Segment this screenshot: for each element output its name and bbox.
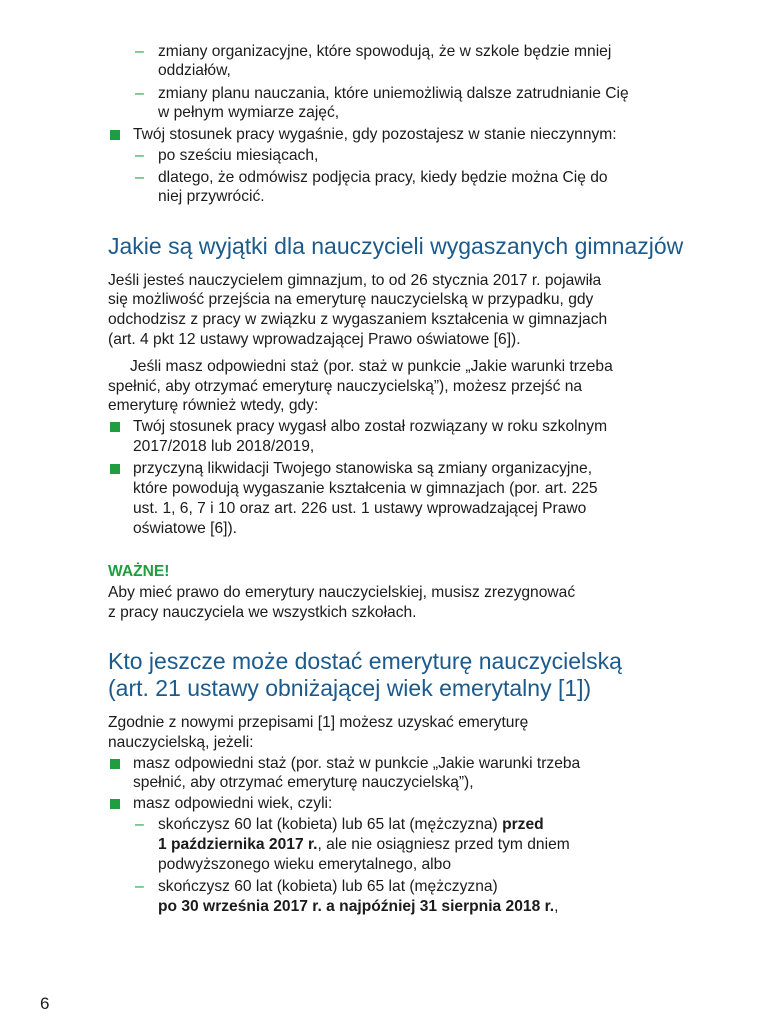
list-item: przyczyną likwidacji Twojego stanowiska są zmiany organizacyjne,: [133, 460, 593, 477]
text-span: , ale nie osiągniesz przed tym dniem: [317, 836, 570, 853]
list-item: podwyższonego wieku emerytalnego, albo: [158, 856, 451, 873]
paragraph-line: Jeśli masz odpowiedni staż (por. staż w punkcie „Jakie warunki trzeba: [130, 358, 613, 375]
list-item: oddziałów,: [158, 62, 231, 79]
dash-bullet-icon: –: [135, 169, 144, 186]
dash-bullet-icon: –: [135, 147, 144, 164]
square-bullet-icon: [110, 130, 120, 140]
dash-bullet-icon: –: [135, 43, 144, 60]
bold-text: przed: [502, 816, 544, 833]
list-item: niej przywrócić.: [158, 188, 265, 205]
list-item: masz odpowiedni wiek, czyli:: [133, 795, 333, 812]
paragraph-line: spełnić, aby otrzymać emeryturę nauczycielską”), możesz przejść na: [108, 378, 583, 395]
section-heading: (art. 21 ustawy obniżającej wiek emerytalny [1]): [108, 675, 592, 701]
text-span: ,: [554, 898, 559, 915]
list-item: w pełnym wymiarze zajęć,: [158, 104, 340, 121]
list-item: dlatego, że odmówisz podjęcia pracy, kiedy będzie można Cię do: [158, 169, 608, 186]
text-span: skończysz 60 lat (kobieta) lub 65 lat (mężczyzna): [158, 816, 503, 833]
paragraph-line: Zgodnie z nowymi przepisami [1] możesz uzyskać emeryturę: [108, 714, 529, 731]
paragraph-line: nauczycielską, jeżeli:: [108, 734, 254, 751]
list-item: po sześciu miesiącach,: [158, 147, 319, 164]
list-item: oświatowe [6]).: [133, 520, 238, 537]
list-item: skończysz 60 lat (kobieta) lub 65 lat (mężczyzna): [158, 878, 498, 895]
paragraph-line: Aby mieć prawo do emerytury nauczycielskiej, musisz zrezygnować: [108, 584, 576, 601]
section-heading: Kto jeszcze może dostać emeryturę nauczycielską: [108, 648, 622, 674]
section-heading: Jakie są wyjątki dla nauczycieli wygaszanych gimnazjów: [108, 233, 684, 259]
list-item: 2017/2018 lub 2018/2019,: [133, 438, 315, 455]
paragraph-line: (art. 4 pkt 12 ustawy wprowadzającej Prawo oświatowe [6]).: [108, 331, 521, 348]
bold-text: 1 października 2017 r.: [158, 836, 318, 853]
square-bullet-icon: [110, 759, 120, 769]
page-number: 6: [40, 994, 50, 1013]
list-item: zmiany planu nauczania, które uniemożliwią dalsze zatrudnianie Cię: [158, 85, 629, 102]
dash-bullet-icon: –: [135, 85, 144, 102]
important-label: WAŻNE!: [108, 563, 170, 580]
list-item: które powodują wygaszanie kształcenia w gimnazjach (por. art. 225: [133, 480, 598, 497]
dash-bullet-icon: –: [135, 878, 144, 895]
square-bullet-icon: [110, 799, 120, 809]
list-item: [158, 815, 544, 834]
list-item: zmiany organizacyjne, które spowodują, że w szkole będzie mniej: [158, 43, 612, 60]
paragraph-line: z pracy nauczyciela we wszystkich szkołach.: [108, 604, 417, 621]
paragraph-line: się możliwość przejścia na emeryturę nauczycielską w przypadku, gdy: [108, 291, 594, 308]
list-item: spełnić, aby otrzymać emeryturę nauczycielską”),: [133, 774, 474, 791]
list-item: ust. 1, 6, 7 i 10 oraz art. 226 ust. 1 ustawy wprowadzającej Prawo: [133, 500, 587, 517]
list-item: [158, 897, 558, 916]
list-item: [158, 835, 570, 854]
square-bullet-icon: [110, 464, 120, 474]
dash-bullet-icon: –: [135, 816, 144, 833]
paragraph-line: odchodzisz z pracy w związku z wygaszaniem kształcenia w gimnazjach: [108, 311, 608, 328]
list-item: Twój stosunek pracy wygaśnie, gdy pozostajesz w stanie nieczynnym:: [133, 126, 617, 143]
paragraph-line: Jeśli jesteś nauczycielem gimnazjum, to od 26 stycznia 2017 r. pojawiła: [108, 272, 602, 289]
list-item: masz odpowiedni staż (por. staż w punkcie „Jakie warunki trzeba: [133, 755, 581, 772]
list-item: Twój stosunek pracy wygasł albo został rozwiązany w roku szkolnym: [133, 418, 608, 435]
square-bullet-icon: [110, 422, 120, 432]
paragraph-line: emeryturę również wtedy, gdy:: [108, 397, 319, 414]
bold-text: po 30 września 2017 r. a najpóźniej 31 sierpnia 2018 r.: [158, 898, 555, 915]
